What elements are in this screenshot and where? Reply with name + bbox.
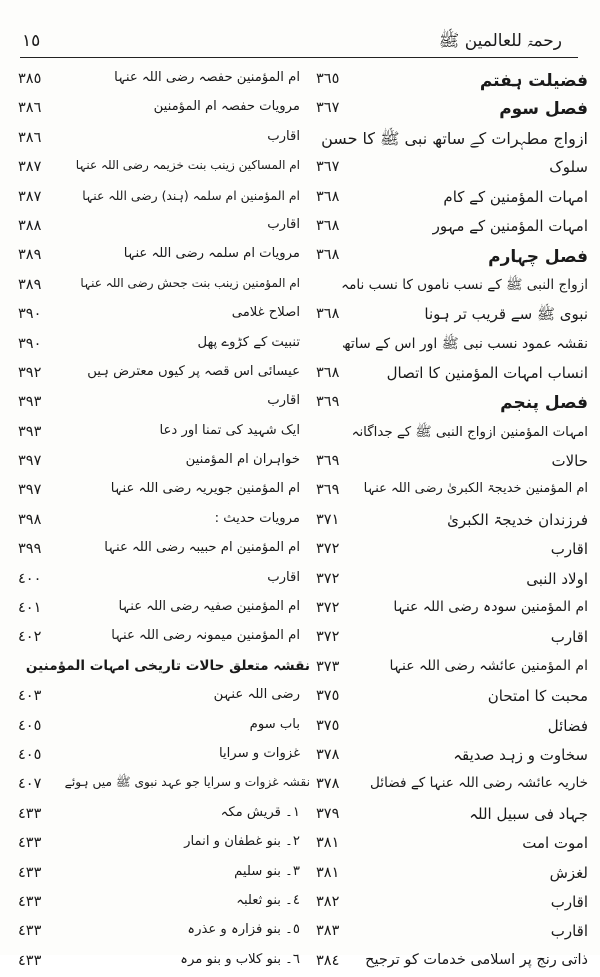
toc-entry-page: ٣٨٥ [18, 71, 42, 87]
toc-right-column [312, 66, 588, 977]
toc-entry-page: ٣٦٨ [316, 364, 340, 381]
toc-entry-page: ٣٨٧ [18, 188, 42, 205]
toc-entry-page: ٣٦٧ [316, 159, 340, 176]
toc-entry [312, 213, 588, 242]
toc-entry [312, 331, 588, 360]
running-header-title: رحمۃ للعالمین ﷺ [438, 31, 562, 51]
toc-entry-title: ام المساکین زینب بنت خزیمہ رضی اللہ عنہا [75, 158, 300, 173]
toc-entry-title: خاریہ عائشہ رضی اللہ عنہا کے فضائل [370, 775, 588, 792]
toc-entry-title: اصلاح غلامی [231, 305, 300, 321]
toc-entry-page: ٣٨٧ [18, 159, 42, 176]
toc-entry-page: ٣٧٨ [316, 746, 340, 763]
toc-entry-page: ٣٩٨ [18, 511, 42, 528]
toc-entry-title: ازواج النبی ﷺ کے نسب ناموں کا نسب نامہ [341, 276, 588, 293]
toc-entry-page: ٣٨١ [316, 835, 340, 852]
toc-entry [312, 507, 588, 536]
toc-entry-page: ٤٠١ [18, 600, 42, 617]
toc-entry-page: ٣٧١ [316, 511, 340, 528]
toc-entry-title: اقارب [267, 393, 300, 409]
toc-entry [10, 654, 310, 683]
toc-entry-title: مرویات حدیث : [214, 510, 300, 526]
toc-entry-page: ٣٩٧ [18, 482, 42, 499]
toc-entry [312, 536, 588, 565]
toc-entry-title: عیسائی اس قصہ پر کیوں معترض ہیں [87, 363, 300, 379]
toc-entry [312, 125, 588, 154]
toc-entry-title: ام المؤمنین خدیجۃ الکبریٰ رضی اللہ عنہا [363, 481, 588, 497]
toc-entry-page: ٣٦٨ [316, 188, 340, 205]
toc-entry-title: ام المؤمنین عائشہ رضی اللہ عنہا [389, 657, 588, 674]
toc-entry-page: ٣٨٤ [316, 952, 340, 969]
toc-entry-page: ٤٠٥ [18, 717, 42, 734]
toc-entry-page: ٣٦٩ [316, 453, 340, 470]
toc-entry-page: ٤٠٣ [18, 688, 42, 705]
toc-entry-title: ام المؤمنین ام حبیبہ رضی اللہ عنہا [104, 540, 300, 556]
toc-entry [312, 419, 588, 448]
toc-entry-page: ٣٧٢ [316, 570, 340, 587]
toc-entry-page: ٣٦٨ [316, 247, 340, 264]
toc-entry [10, 154, 310, 183]
toc-entry-title: فصل سوم [499, 99, 588, 120]
toc-entry-page: ٣٦٨ [316, 306, 340, 323]
toc-entry-title: خواہران ام المؤمنین [185, 452, 300, 468]
toc-entry-page: ٤٣٣ [18, 923, 42, 940]
toc-entry-page: ٣٧٥ [316, 688, 340, 705]
toc-entry-page: ٤٣٣ [18, 864, 42, 881]
toc-entry-title: مرویات حفصہ ام المؤمنین [153, 99, 300, 115]
header-rule [20, 57, 578, 58]
toc-entry-title: ٢۔ بنو غطفان و انمار [184, 834, 300, 850]
toc-entry [10, 331, 310, 360]
toc-entry [312, 566, 588, 595]
toc-entry [312, 66, 588, 95]
toc-entry-page: ٣٨٩ [18, 276, 42, 293]
toc-entry-title: تنبیت کے کڑوے پھل [197, 334, 300, 350]
toc-entry [10, 477, 310, 506]
toc-entry [10, 66, 310, 95]
toc-entry [10, 242, 310, 271]
toc-entry-title: حالات [551, 452, 588, 471]
toc-entry-title: اقارب [550, 922, 588, 941]
toc-entry-title: ام المؤمنین سودہ رضی اللہ عنہا [393, 599, 588, 616]
toc-entry [10, 95, 310, 124]
toc-entry [10, 566, 310, 595]
toc-entry-title: ام المؤمنین میمونہ رضی اللہ عنہا [111, 628, 300, 644]
toc-entry [10, 771, 310, 800]
toc-entry-title: رضی اللہ عنہن [213, 687, 300, 703]
toc-entry-page: ٤٠٢ [18, 629, 42, 646]
toc-entry [312, 683, 588, 712]
toc-entry-page: ٣٧٢ [316, 600, 340, 617]
toc-entry-page: ٤٣٣ [18, 952, 42, 969]
toc-entry-title: ٣۔ بنو سلیم [234, 863, 300, 879]
toc-entry-title: نبوی ﷺ سے قریب تر ہونا [424, 305, 588, 324]
toc-entry [10, 742, 310, 771]
toc-entry [10, 213, 310, 242]
toc-entry-title: فضائل [547, 716, 588, 735]
toc-entry-title: امہات المؤمنین کے کام [443, 187, 588, 206]
toc-entry-page: ٣٩٠ [18, 306, 42, 323]
toc-entry [312, 95, 588, 124]
toc-entry [312, 948, 588, 977]
toc-entry-title: اولاد النبی [526, 569, 588, 588]
toc-entry-title: ام المؤمنین صفیہ رضی اللہ عنہا [118, 599, 300, 615]
toc-entry-title: فضیلت ہفتم [479, 71, 588, 91]
toc-entry-title: ٤۔ بنو ثعلبہ [236, 892, 300, 908]
toc-entry [10, 184, 310, 213]
toc-entry [312, 742, 588, 771]
toc-entry-page: ٤٣٣ [18, 835, 42, 852]
toc-entry [10, 860, 310, 889]
toc-entry-title: اقارب [267, 128, 300, 144]
toc-entry-title: باب سوم [249, 716, 300, 732]
toc-entry-page: ٣٨١ [316, 864, 340, 881]
toc-entry-title: ٥۔ بنو فزارہ و عذرہ [187, 922, 300, 938]
toc-entry [312, 184, 588, 213]
toc-entry-page: ٣٨٨ [18, 217, 42, 234]
toc-entry [312, 624, 588, 653]
toc-entry [10, 624, 310, 653]
toc-entry-title: اقارب [267, 216, 300, 232]
toc-entry [312, 889, 588, 918]
toc-entry [10, 301, 310, 330]
toc-entry-page: ٣٨٦ [18, 100, 42, 117]
toc-entry [10, 448, 310, 477]
toc-entry [312, 448, 588, 477]
toc-entry [312, 595, 588, 624]
toc-entry-title: ام المؤمنین حفصہ رضی اللہ عنہا [114, 70, 300, 85]
toc-entry-page: ٣٧٨ [316, 776, 340, 793]
toc-entry-title: ام المؤمنین ام سلمہ (ہند) رضی اللہ عنہا [82, 187, 300, 203]
toc-entry [10, 889, 310, 918]
toc-entry-page: ٣٩٢ [18, 364, 42, 381]
toc-entry-page: ٤٠٧ [18, 776, 42, 793]
toc-entry [312, 242, 588, 271]
toc-entry-title: انساب امہات المؤمنین کا اتصال [386, 363, 588, 382]
toc-entry-page: ٣٦٨ [316, 217, 340, 234]
toc-entry-page: ٣٨٦ [18, 129, 42, 146]
toc-entry [312, 301, 588, 330]
toc-entry-title: ذاتی رنج پر اسلامی خدمات کو ترجیح [365, 951, 588, 968]
toc-entry-title: نقشہ متعلق حالات تاریخی امہات المؤمنین [25, 657, 310, 674]
toc-left-column [10, 66, 310, 977]
toc-entry-title: لغزش [549, 863, 588, 882]
toc-entry-title: سلوک [549, 158, 588, 177]
toc-entry-title: ایک شہید کی تمنا اور دعا [159, 422, 300, 438]
toc-entry-title: اقارب [550, 540, 588, 559]
toc-entry [312, 154, 588, 183]
toc-entry-title: ام المؤمنین زینب بنت جحش رضی اللہ عنہا [80, 275, 300, 290]
toc-entry-title: غزوات و سرایا [218, 745, 300, 761]
toc-entry [10, 507, 310, 536]
toc-entry [10, 830, 310, 859]
toc-entry [312, 860, 588, 889]
toc-entry [312, 713, 588, 742]
toc-entry-page: ٣٩٣ [18, 423, 42, 440]
toc-entry-title: امہات المؤمنین ازواج النبی ﷺ کے جداگانہ [351, 424, 588, 440]
toc-entry-page: ٣٩٩ [18, 541, 42, 558]
toc-entry-page: ٣٧٥ [316, 717, 340, 734]
toc-entry [10, 948, 310, 977]
toc-entry [10, 125, 310, 154]
toc-entry [312, 654, 588, 683]
toc-entry [312, 918, 588, 947]
toc-entry-page: ٤٣٣ [18, 805, 42, 822]
toc-entry-title: نقشہ عمود نسب نبی ﷺ اور اس کے ساتھ [341, 335, 588, 352]
toc-entry [312, 360, 588, 389]
page-number: ١٥ [22, 31, 41, 51]
toc-entry-title: مرویات ام سلمہ رضی اللہ عنہا [123, 246, 300, 262]
toc-entry-page: ٤٠٥ [18, 746, 42, 763]
toc-entry-title: امہات المؤمنین کے مہور [432, 216, 588, 235]
toc-entry [10, 272, 310, 301]
toc-entry [10, 419, 310, 448]
toc-entry-page: ٤٣٣ [18, 893, 42, 910]
toc-entry-page: ٣٨٣ [316, 923, 340, 940]
toc-entry-title: نقشہ غزوات و سرایا جو عہد نبوی ﷺ میں ہوئے [64, 775, 310, 790]
toc-entry [312, 389, 588, 418]
toc-entry-page: ٣٦٩ [316, 394, 340, 411]
toc-entry-title: ام المؤمنین جویریہ رضی اللہ عنہا [110, 481, 300, 497]
toc-entry [10, 801, 310, 830]
toc-entry [312, 477, 588, 506]
toc-entry-page: ٣٦٥ [316, 71, 340, 87]
toc-entry-page: ٣٩٣ [18, 394, 42, 411]
toc-entry [312, 801, 588, 830]
toc-entry-title: فرزندان خدیجۃ الکبریٰ [447, 510, 588, 529]
toc-entry-page: ٣٨٢ [316, 893, 340, 910]
toc-entry [10, 595, 310, 624]
toc-entry-title: ١۔ قریش مکہ [220, 804, 300, 820]
toc-entry-title: فصل پنجم [500, 393, 588, 414]
toc-entry-page: ٤٠٠ [18, 570, 42, 587]
toc-entry [10, 918, 310, 947]
toc-entry-title: اقارب [267, 569, 300, 585]
toc-entry [312, 771, 588, 800]
toc-entry [10, 713, 310, 742]
toc-entry-page: ٣٧٢ [316, 629, 340, 646]
toc-entry-title: جہاد فی سبیل اللہ [469, 804, 588, 823]
toc-entry-title: ٦۔ بنو کلاب و بنو مرہ [180, 951, 300, 967]
toc-entry-page: ٣٧٣ [316, 658, 340, 675]
toc-entry-page: ٣٦٧ [316, 100, 340, 117]
toc-entry [10, 389, 310, 418]
toc-entry-page: ٣٩٧ [18, 453, 42, 470]
toc-entry [10, 683, 310, 712]
toc-entry-title: ازواج مطہرات کے ساتھ نبی ﷺ کا حسن [321, 128, 588, 148]
toc-entry-page: ٣٩٠ [18, 335, 42, 352]
toc-entry [312, 830, 588, 859]
toc-entry-page: ٣٧٩ [316, 805, 340, 822]
toc-entry [10, 536, 310, 565]
toc-entry-title: اموت امت [522, 834, 588, 853]
toc-entry-title: اقارب [550, 628, 588, 647]
toc-entry-title: محبت کا امتحان [487, 687, 588, 706]
toc-entry-page: ٣٨٩ [18, 247, 42, 264]
toc-entry-title: فصل چہارم [488, 247, 588, 268]
toc-entry [10, 360, 310, 389]
toc-entry-title: اقارب [550, 892, 588, 911]
toc-entry-page: ٣٦٩ [316, 482, 340, 499]
toc-entry-page: ٣٧٢ [316, 541, 340, 558]
toc-entry [312, 272, 588, 301]
toc-entry-title: سخاوت و زہد صدیقہ [453, 745, 588, 764]
